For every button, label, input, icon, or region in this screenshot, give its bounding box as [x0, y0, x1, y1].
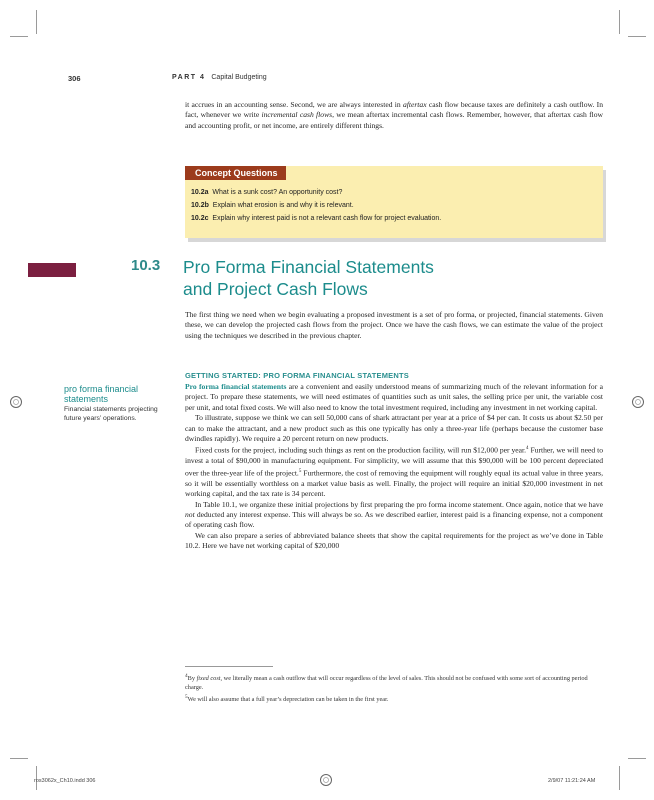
running-header [172, 74, 267, 81]
section-marker-bar [28, 263, 76, 277]
registration-mark-icon [632, 396, 644, 408]
section-number: 10.3 [131, 257, 161, 274]
slug-timestamp: 2/9/07 11:21:24 AM [548, 778, 596, 784]
crop-mark [619, 10, 620, 34]
concept-question: 10.2a What is a sunk cost? An opportunity cost? [191, 189, 343, 196]
registration-mark-icon [10, 396, 22, 408]
concept-questions-list [191, 186, 441, 225]
main-body-text [185, 382, 603, 552]
margin-term: pro forma financial statements [64, 384, 139, 404]
part-title: Capital Budgeting [211, 74, 267, 81]
crop-mark [628, 36, 646, 37]
section-title: Pro Forma Financial Statements and Project Cash Flows [183, 257, 434, 299]
part-label: PART 4 [172, 74, 206, 81]
concept-question: 10.2c Explain why interest paid is not a relevant cash flow for project evaluation. [191, 215, 442, 222]
intro-paragraph: it accrues in an accounting sense. Second, we are always interested in aftertax cash flow because taxes are definitely a cash outflow. In fact, whenever we write incremental cash flows, we mean aftertax incremental cash flows. Remember, however, that aftertax cash flow and accounting profit, or net income, are entirely different things. [185, 100, 603, 130]
crop-mark [619, 766, 620, 790]
footnote-5: $^5$We will also assume that a full year’s depreciation can be taken in the first year. [185, 694, 389, 704]
margin-term-definition: Financial statements projecting future years’ operations. [64, 406, 158, 422]
crop-mark [10, 758, 28, 759]
slug-file: ros3062x_Ch10.indd 306 [34, 778, 96, 784]
concept-questions-title: Concept Questions [185, 166, 286, 180]
concept-questions-box [185, 166, 603, 238]
body-paragraph: In Table 10.1, we organize these initial projections by first preparing the pro forma income statement. Once again, notice that we have not deducted any interest expense. This will always be so. As we described earlier, interest paid is a financing expense, not a component of operating cash flow. [185, 499, 603, 530]
subsection-heading: GETTING STARTED: PRO FORMA FINANCIAL STATEMENTS [185, 371, 409, 380]
footnote-4: $^4$By fixed cost, we literally mean a cash outflow that will occur regardless of the level of sales. This should not be confused with some sort of accounting period charge. [185, 673, 588, 691]
crop-mark [36, 10, 37, 34]
body-paragraph: Fixed costs for the project, including such things as rent on the production facility, will run $12,000 per year.$^4$ Further, we will need to invest a total of $90,000 in manufacturing equipment. For simplicity, we will assume that this $90,000 will be 100 percent depreciated over the three-year life of the project.$^5$ Furthermore, the cost of removing the equipment will roughly equal its actual value in three years, so it will be essentially worthless on a market value basis as well. Finally, the project will require an initial $20,000 investment in net working capital, and the tax rate is 34 percent. [185, 445, 603, 499]
section-lead-paragraph: The first thing we need when we begin evaluating a proposed investment is a set of pro forma, or projected, financial statements. Given these, we can develop the projected cash flows from the project. Once we have the cash flows, we can estimate the value of the project using the techniques we described in the previous chapter. [185, 310, 603, 340]
registration-mark-icon [320, 774, 332, 786]
crop-mark [628, 758, 646, 759]
body-paragraph: Pro forma financial statements are a convenient and easily understood means of summarizing much of the relevant information for a project. To prepare these statements, we will need estimates of quantities such as unit sales, the selling price per unit, the variable cost per unit, and total fixed costs. We will also need to know the total investment required, including any investment in net working capital. [185, 382, 603, 412]
concept-question: 10.2b Explain what erosion is and why it is relevant. [191, 202, 354, 209]
page-number: 306 [68, 74, 81, 83]
footnote-rule [185, 666, 273, 667]
body-paragraph: We can also prepare a series of abbreviated balance sheets that show the capital requirements for the project as we’ve done in Table 10.2. Here we have net working capital of $20,000 [185, 530, 603, 551]
crop-mark [10, 36, 28, 37]
body-paragraph: To illustrate, suppose we think we can sell 50,000 cans of shark attractant per year at a price of $4 per can. It costs us about $2.50 per can to make the attractant, and a new product such as this one typically has only a three-year life (perhaps because the customer base dwindles rapidly). We require a 20 percent return on new products. [185, 413, 603, 444]
